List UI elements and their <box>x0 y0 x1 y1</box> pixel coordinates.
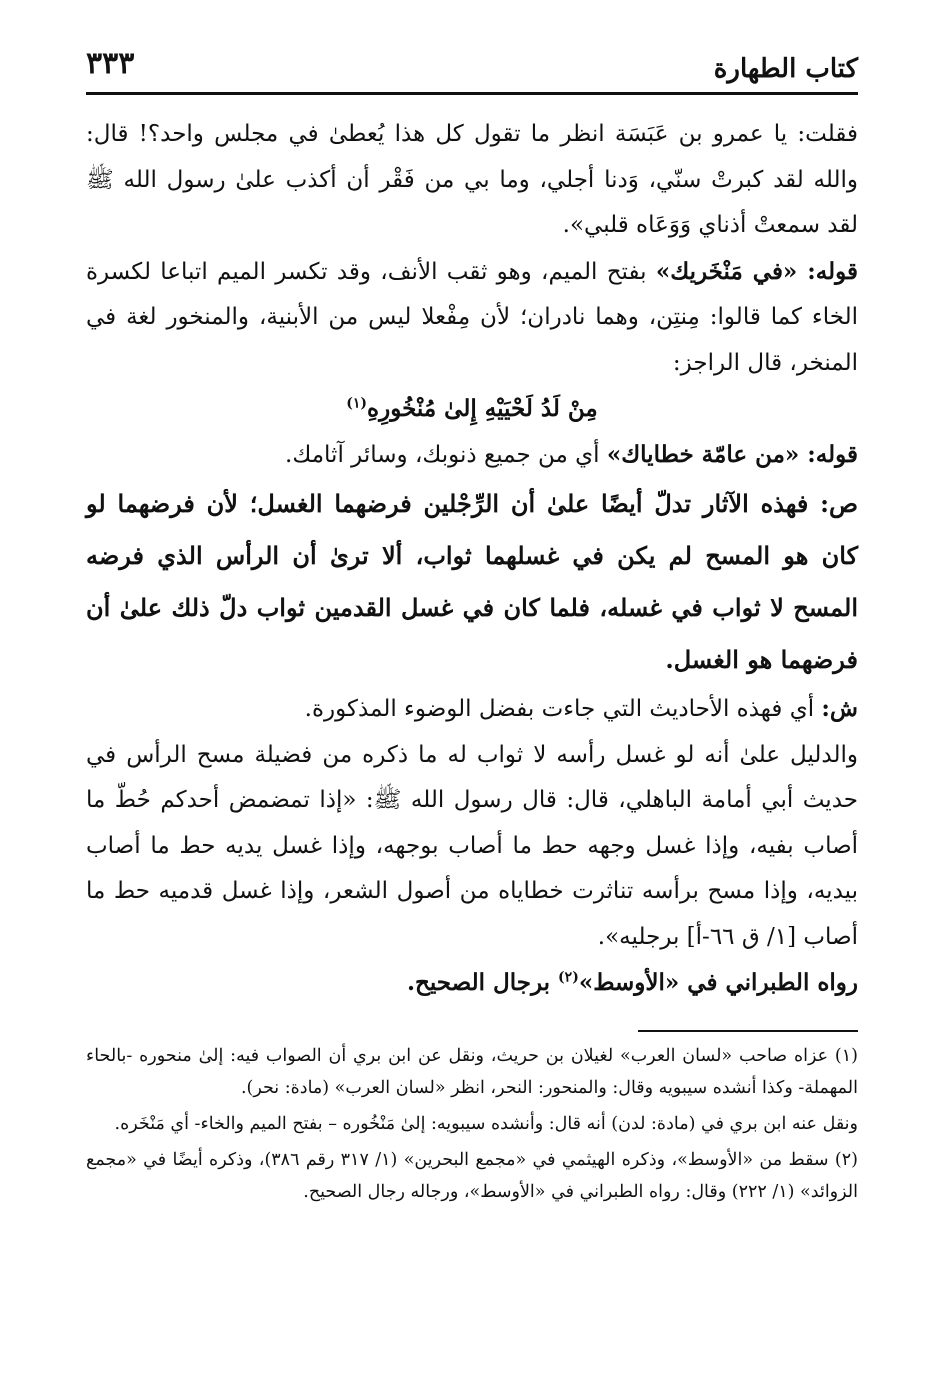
page-number: ٣٣٣ <box>86 46 135 81</box>
paragraph-quote-end: فقلت: يا عمرو بن عَبَسَة انظر ما تقول كل هذا يُعطىٰ في مجلس واحد؟! قال: والله لقد كبرتْ سنّي، وَدنا أجلي، وما بي من فَقْر أن أكذب علىٰ رسول الله ﷺ لقد سمعتْ أذناي وَوَعَاه قلبي». <box>86 121 858 238</box>
paragraph-matn: ص: فهذه الآثار تدلّ أيضًا علىٰ أن الرِّجْلين فرضهما الغسل؛ لأن فرضهما لو كان هو المسح لم يكن في غسلهما ثواب، ألا ترىٰ أن الرأس الذي فرضه المسح لا ثواب في غسله، فلما كان في غسل القدمين ثواب دلّ ذلك علىٰ أن فرضهما هو الغسل. <box>86 489 858 674</box>
footnote-1-continued: ونقل عنه ابن بري في (مادة: لدن) أنه قال: وأنشده سيبويه: إلىٰ مَنْخُوره – بفتح الميم والخاء- أي مَنْخَره. <box>114 1114 858 1134</box>
paragraph-sharh <box>86 686 858 733</box>
explanation-text: أي من جميع ذنوبك، وسائر آثامك. <box>285 441 607 468</box>
sharh-text: أي فهذه الأحاديث التي جاءت بفضل الوضوء المذكورة. <box>304 696 822 722</box>
sharh-label: ش: <box>821 695 858 722</box>
footnote-2: (٢) سقط من «الأوسط»، وذكره الهيثمي في «مجمع البحرين» (١/ ٣١٧ رقم ٣٨٦)، وذكره أيضًا في «مجمع الزوائد» (١/ ٢٢٢) وقال: رواه الطبراني في «الأوسط»، ورجاله رجال الصحيح. <box>86 1150 858 1202</box>
footnote-1: (١) عزاه صاحب «لسان العرب» لغيلان بن حريث، ونقل عن ابن بري أن الصواب فيه: إلىٰ منحوره -بالحاء المهملة- وكذا أنشده سيبويه وقال: والمنحور: النحر، انظر «لسان العرب» (مادة: نحر). <box>86 1046 858 1098</box>
narration-text: رواه الطبراني في «الأوسط» <box>578 969 858 996</box>
footnote-divider <box>638 1030 858 1032</box>
footnotes <box>86 1040 858 1212</box>
footnote-ref: (٢) <box>558 969 579 986</box>
verse-line <box>86 386 858 432</box>
paragraph-evidence: والدليل علىٰ أنه لو غسل رأسه لا ثواب له ما ذكره من فضيلة مسح الرأس في حديث أبي أمامة الباهلي، قال: قال رسول الله ﷺ: «إذا تمضمض أحدكم حُطّ ما أصاب بفيه، وإذا غسل وجهه حط ما أصاب بوجهه، وإذا غسل يديه حط ما أصاب بيديه، وإذا مسح برأسه تناثرت خطاياه من أصول الشعر، وإذا غسل قدميه حط ما أصاب [١/ ق ٦٦-أ] برجليه». <box>86 741 858 950</box>
narration-text-end: برجال الصحيح. <box>407 969 559 996</box>
book-title: كتاب الطهارة <box>713 54 858 84</box>
explanation-text: بفتح الميم، وهو ثقب الأنف، وقد تكسر الميم اتباعا لكسرة الخاء كما قالوا: مِنتِن، وهما نادران؛ لأن مِفْعلا ليس من الأبنية، والمنخور لغة في المنخر، قال الراجز: <box>86 258 858 376</box>
page-header <box>86 38 858 94</box>
verse-text: مِنْ لَدُ لَحْيَيْهِ إِلىٰ مُنْخُورِهِ <box>367 395 598 422</box>
paragraph-explanation-nostrils <box>86 249 858 387</box>
paragraph-narration <box>86 960 858 1006</box>
explanation-label: قوله: «من عامّة خطاياك» <box>606 440 858 468</box>
header-divider <box>86 92 858 95</box>
footnote-ref: (١) <box>346 395 368 412</box>
main-text <box>86 112 858 1006</box>
paragraph-explanation-sins <box>86 432 858 479</box>
explanation-label: قوله: «في مَنْخَريك» <box>655 257 859 285</box>
